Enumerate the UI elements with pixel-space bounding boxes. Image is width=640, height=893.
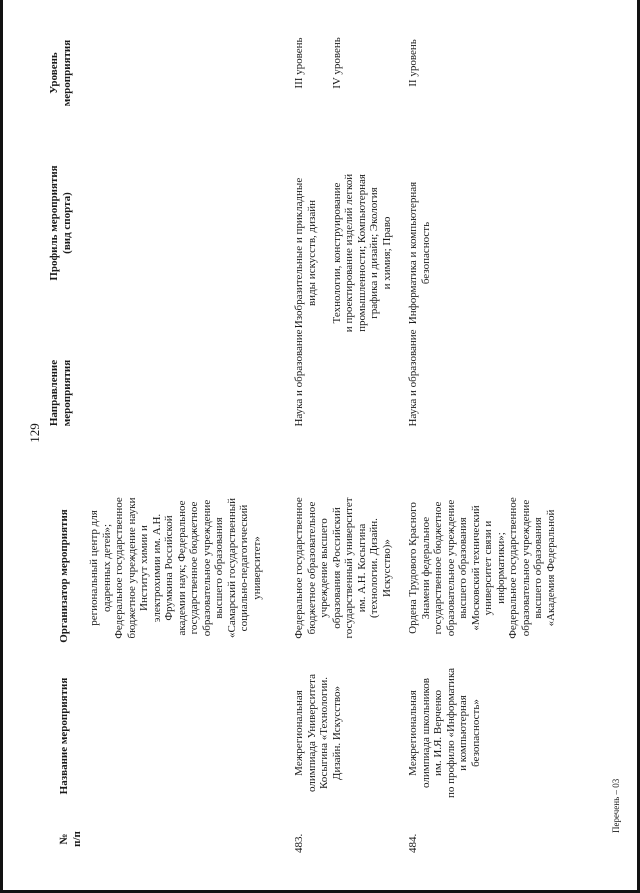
row-484-num: 484. — [407, 833, 419, 853]
row-484-direction: Наука и образование — [407, 329, 419, 427]
header-name: Название мероприятия — [58, 677, 70, 795]
row-483-num: 483. — [293, 833, 305, 853]
row-483-direction: Наука и образование — [293, 329, 305, 427]
header-organizer: Организатор мероприятия — [58, 509, 70, 643]
row-484-level: II уровень — [407, 39, 419, 87]
header-profile: Профиль мероприятия (вид спорта) — [48, 165, 73, 281]
row-483-profile: Изобразительные и прикладные виды искусств, дизайн Технологии, конструирование и проектирование изделий легкой промышленности; Компьютерная графика и дизайн; Экология и химия; Право — [293, 173, 393, 333]
row-483-name: Межрегиональная олимпиада Университета Косыгина «Технологии. Дизайн. Искусство» — [293, 674, 343, 792]
row-484-profile: Информатика и компьютерная безопасность — [407, 181, 432, 325]
organizer-continuation: региональный центр для одаренных детей»; Федеральное государственное бюджетное учреждение науки Институт химии и электрохимии им. А.Н. Фрумкина Российской академии наук; Федеральное государственное бюджетное образовательное учреждение высшего образования «Самарский государственный социально-педагогический университет» — [88, 497, 263, 639]
page-number: 129 — [27, 423, 42, 443]
header-num: № п/п — [58, 831, 83, 847]
header-direction: Направление мероприятия — [48, 359, 73, 427]
row-483-organizer: Федеральное государственное бюджетное образовательное учреждение высшего образования «Российский государственный университет им. А.Н. Косыгина (технологии. Дизайн. Искусство)» — [293, 497, 393, 639]
rotated-page-content — [3, 0, 640, 893]
row-483-level: III уровень IV уровень — [293, 37, 343, 89]
row-484-name: Межрегиональная олимпиада школьников им. И.Я. Верченко по профилю «Информатика и компьютерная безопасность» — [407, 667, 482, 799]
row-484-organizer: Ордена Трудового Красного Знамени федеральное государственное бюджетное образовательное учреждение высшего образования «Московский технический университет связи и информатики»; Федеральное государственное образовательное учреждение высшего образования «Академия Федеральной — [407, 497, 557, 639]
page-footer: Перечень – 03 — [611, 778, 621, 833]
header-level: Уровень мероприятия — [48, 39, 73, 107]
